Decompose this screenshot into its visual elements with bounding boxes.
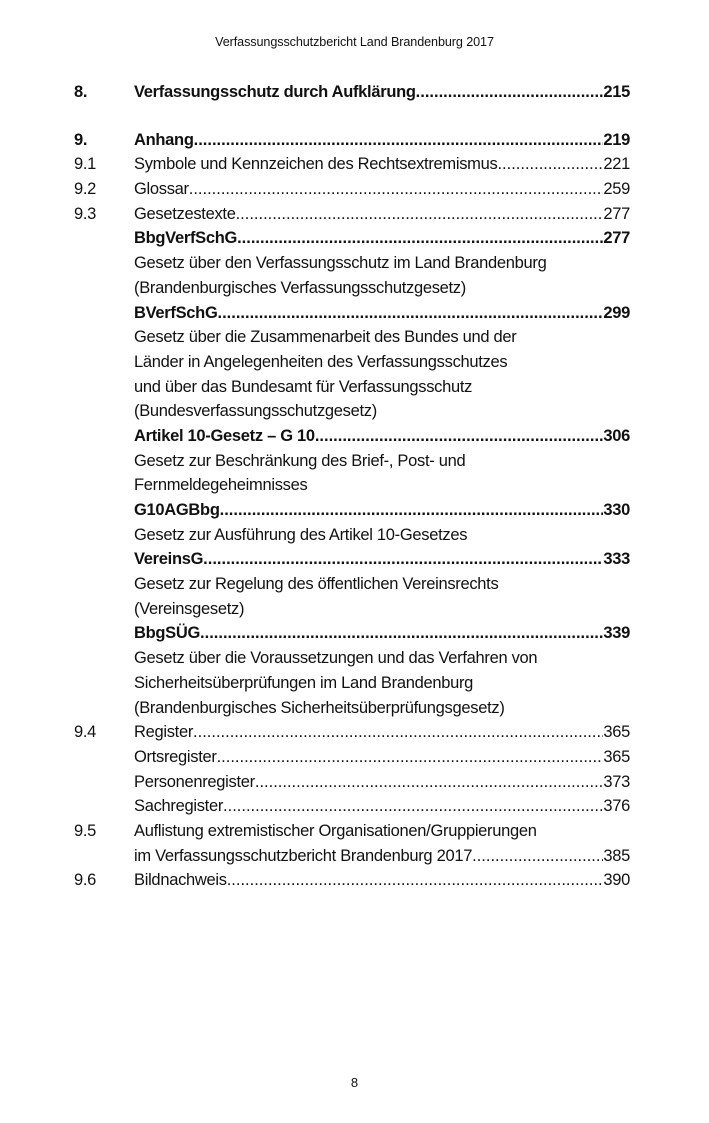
toc-entry[interactable] [74,523,630,548]
toc-entry-number: 9.2 [74,180,97,199]
toc-entry-title: im Verfassungsschutzbericht Brandenburg 2017 [134,846,473,865]
toc-entry-title: Gesetzestexte [134,204,236,223]
toc-entry[interactable] [74,794,630,819]
toc-entry-page: 299 [603,303,630,322]
toc-entry[interactable] [74,177,630,202]
toc-entry-page: 219 [603,130,630,149]
toc-entry-title: Gesetz zur Ausführung des Artikel 10-Gesetzes [134,525,468,544]
toc-entry-page: 365 [603,723,630,742]
toc-entry[interactable] [74,202,630,227]
toc-entry-page: 390 [603,871,630,890]
toc-dot-leader [416,80,604,105]
toc-dot-leader [200,621,603,646]
toc-entry-title: Gesetz zur Beschränkung des Brief-, Post- und [134,451,466,470]
toc-entry[interactable] [74,868,630,893]
toc-dot-leader [315,424,604,449]
toc-entry-title: BVerfSchG [134,303,218,322]
toc-entry[interactable] [74,375,630,400]
toc-entry[interactable] [74,819,630,844]
toc-entry-title: (Vereinsgesetz) [134,599,245,618]
toc-entry-title: Ortsregister [134,747,217,766]
toc-dot-leader [227,868,604,893]
toc-dot-leader [193,720,603,745]
toc-dot-leader [203,547,603,572]
toc-entry-title: (Brandenburgisches Verfassungsschutzgesetz) [134,278,466,297]
toc-entry-title: BbgSÜG [134,624,201,643]
toc-dot-leader [497,152,603,177]
toc-entry[interactable] [74,152,630,177]
toc-entry-title: (Bundesverfassungsschutzgesetz) [134,402,377,421]
toc-entry[interactable] [74,770,630,795]
toc-entry[interactable] [74,276,630,301]
toc-entry[interactable] [74,350,630,375]
toc-entry[interactable] [74,226,630,251]
toc-entry-title: (Brandenburgisches Sicherheitsüberprüfungsgesetz) [134,698,505,717]
toc-entry-title: Fernmeldegeheimnisses [134,476,308,495]
toc-entry-page: 221 [603,155,630,174]
toc-entry[interactable] [74,473,630,498]
toc-entry-page: 215 [603,83,630,101]
toc-entry-title: und über das Bundesamt für Verfassungsschutz [134,377,473,396]
toc-entry[interactable] [74,251,630,276]
toc-entry[interactable] [74,720,630,745]
toc-entry[interactable] [74,498,630,523]
toc-entry[interactable] [74,745,630,770]
toc-entry-title: Bildnachweis [134,871,227,890]
toc-entry-page: 339 [603,624,630,643]
toc-entry-title: VereinsG [134,550,204,569]
toc-entry-title: Länder in Angelegenheiten des Verfassungsschutzes [134,352,508,371]
toc-entry[interactable] [74,449,630,474]
toc-entry-number: 9. [74,130,88,149]
toc-dot-leader [223,794,603,819]
toc-entry-page: 376 [603,797,630,816]
toc-entry-title: Gesetz über die Voraussetzungen und das Verfahren von [134,649,538,668]
toc-entry-number: 9.4 [74,723,97,742]
toc-entry-page: 373 [603,772,630,791]
toc-dot-leader [189,177,604,202]
toc-dot-leader [255,770,604,795]
toc-entry[interactable] [74,621,630,646]
page-number: 8 [350,1075,359,1090]
toc-entry[interactable] [74,128,630,153]
toc-entry-title: Personenregister [134,772,255,791]
toc-entry-title: Register [134,723,194,742]
toc-entry[interactable] [74,80,630,105]
toc-entry[interactable] [74,671,630,696]
toc-entry[interactable] [74,399,630,424]
toc-entry-page: 365 [603,747,630,766]
toc-entry-title: Gesetz zur Regelung des öffentlichen Vereinsrechts [134,575,499,594]
toc-dot-leader [194,128,604,153]
toc-entry-title: Sicherheitsüberprüfungen im Land Brandenburg [134,673,474,692]
toc-entry[interactable] [74,547,630,572]
table-of-contents [74,80,630,893]
toc-entry-number: 9.6 [74,871,97,890]
toc-dot-leader [472,844,603,869]
toc-entry-title: Gesetz über die Zusammenarbeit des Bundes und der [134,328,517,347]
toc-entry[interactable] [74,696,630,721]
toc-entry[interactable] [74,844,630,869]
toc-dot-leader [218,301,604,326]
toc-entry[interactable] [74,325,630,350]
toc-entry-page: 259 [603,180,630,199]
toc-entry-page: 333 [603,550,630,569]
toc-entry-page: 277 [603,204,630,223]
toc-entry[interactable] [74,597,630,622]
toc-dot-leader [237,226,603,251]
toc-dot-leader [217,745,604,770]
toc-entry[interactable] [74,424,630,449]
toc-entry-page: 277 [603,229,630,248]
toc-entry-page: 330 [603,501,630,519]
toc-entry-number: 9.5 [74,821,97,840]
toc-entry-title: G10AGBbg [134,501,220,519]
toc-entry-number: 8. [74,83,88,101]
toc-entry[interactable] [74,301,630,326]
toc-entry-page: 306 [603,426,630,445]
toc-entry-page: 385 [603,846,630,865]
toc-entry-title: Anhang [134,130,194,149]
toc-entry-title: Glossar [134,180,189,199]
toc-entry[interactable] [74,572,630,597]
toc-entry-title: Verfassungsschutz durch Aufklärung [134,83,416,101]
toc-entry-title: Auflistung extremistischer Organisationen/Gruppierungen [134,821,537,840]
toc-entry-number: 9.3 [74,204,97,223]
toc-entry-title: Gesetz über den Verfassungsschutz im Land Brandenburg [134,254,547,273]
toc-entry-title: Artikel 10-Gesetz – G 10 [134,426,315,445]
toc-entry-title: BbgVerfSchG [134,229,238,248]
running-header: Verfassungsschutzbericht Land Brandenburg 2017 [215,34,494,49]
toc-entry[interactable] [74,646,630,671]
toc-entry-number: 9.1 [74,155,97,174]
toc-dot-leader [220,498,604,523]
toc-entry-title: Symbole und Kennzeichen des Rechtsextremismus [134,155,498,174]
toc-entry-title: Sachregister [134,797,224,816]
toc-dot-leader [236,202,604,227]
